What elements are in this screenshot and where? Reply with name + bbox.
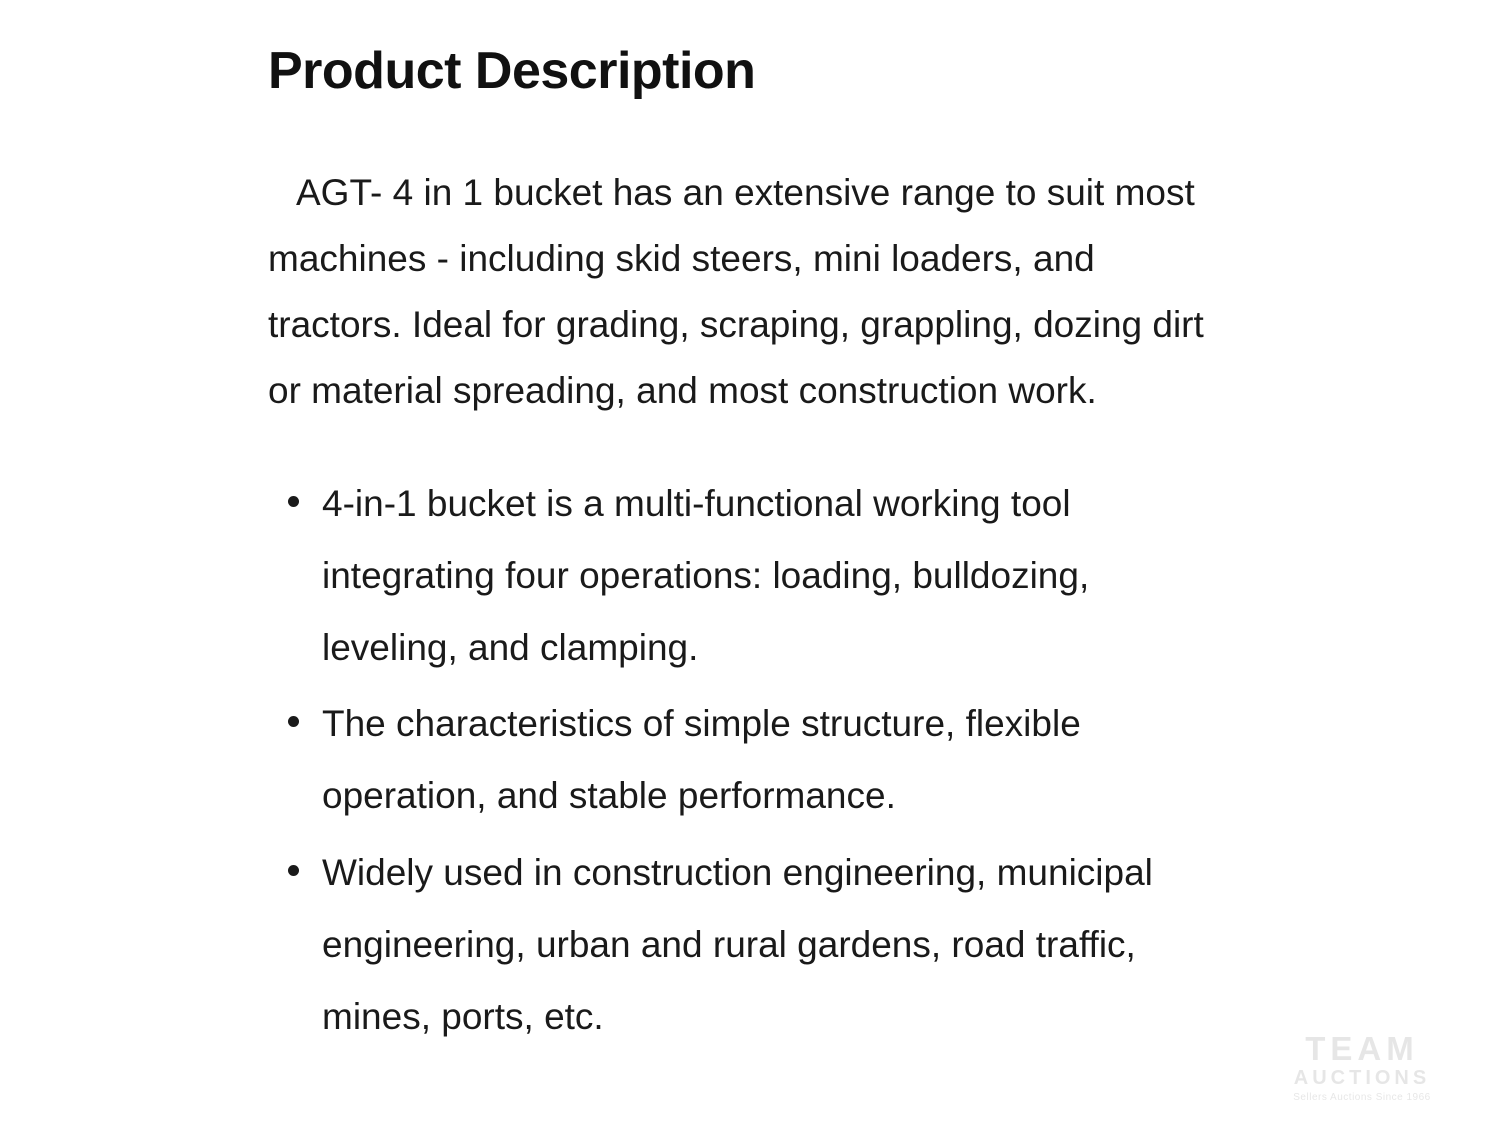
- watermark-line-3: Sellers Auctions Since 1966: [1293, 1092, 1431, 1103]
- intro-paragraph: AGT- 4 in 1 bucket has an extensive range to suit most machines - including skid steers, mini loaders, and tractors. Ideal for grading, scraping, grappling, dozing dirt or material spreading, and most construction work.: [268, 172, 1204, 411]
- feature-bullet-list: [0, 424, 1500, 1053]
- watermark-line-1: TEAM: [1305, 1030, 1419, 1068]
- list-item: The characteristics of simple structure, flexible operation, and stable performance.: [268, 688, 1210, 832]
- page-title: Product Description: [268, 42, 756, 100]
- list-item: Widely used in construction engineering, municipal engineering, urban and rural gardens, road traffic, mines, ports, etc.: [268, 837, 1210, 1053]
- list-item: 4-in-1 bucket is a multi-functional working tool integrating four operations: loading, bulldozing, leveling, and clamping.: [268, 468, 1210, 684]
- watermark-line-2: AUCTIONS: [1293, 1067, 1431, 1089]
